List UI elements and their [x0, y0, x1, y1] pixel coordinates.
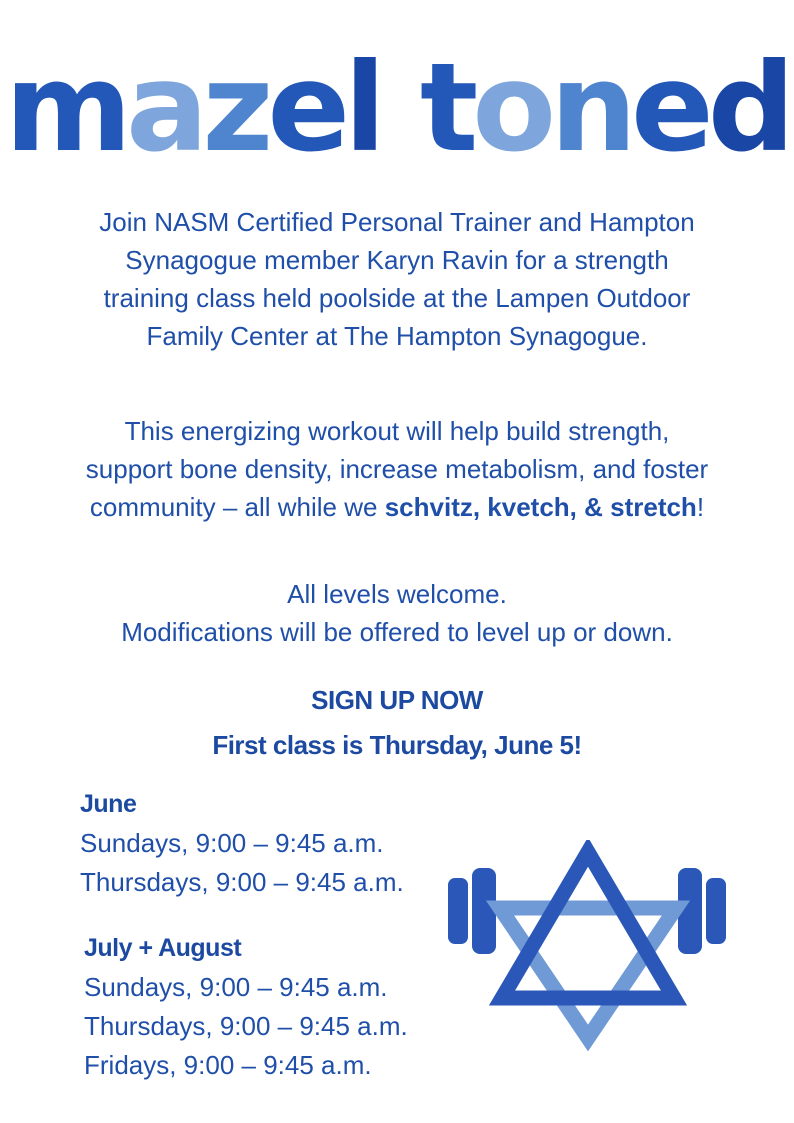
schedule-time: Fridays, 9:00 – 9:45 a.m.	[84, 1050, 372, 1080]
first-class-note: First class is Thursday, June 5!	[212, 730, 582, 760]
intro-line: Synagogue member Karyn Ravin for a strength	[125, 245, 669, 275]
june-schedule	[80, 785, 404, 902]
schedule-time: Thursdays, 9:00 – 9:45 a.m.	[80, 867, 404, 897]
title-letter: t	[419, 37, 473, 179]
downward-triangle	[500, 908, 676, 1038]
title-letter: m	[4, 37, 127, 179]
schedule-heading: June	[80, 790, 137, 818]
intro-line: Join NASM Certified Personal Trainer and Hampton	[99, 207, 695, 237]
title-letter: e	[267, 37, 345, 179]
benefits-line	[30, 488, 764, 526]
benefits-line: support bone density, increase metabolism, and foster	[85, 454, 709, 484]
benefits-punctuation: !	[696, 492, 705, 522]
schedule-heading: July + August	[84, 934, 242, 962]
levels-line: Modifications will be offered to level up or down.	[121, 617, 673, 647]
title-letter: o	[472, 37, 551, 179]
levels-line: All levels welcome.	[287, 579, 507, 609]
title-letter: a	[126, 37, 203, 179]
intro-line: Family Center at The Hampton Synagogue.	[146, 321, 648, 351]
benefits-emphasis: schvitz, kvetch, & stretch	[384, 492, 697, 522]
title-letter: d	[707, 37, 790, 179]
page-title	[0, 38, 794, 178]
left-plate-inner	[472, 868, 496, 954]
star-of-david-barbell-icon	[438, 840, 738, 1060]
title-letter: n	[550, 37, 631, 179]
title-space	[380, 38, 420, 178]
title-letter: l	[344, 37, 380, 179]
levels-paragraph	[30, 575, 764, 651]
schedule-time: Sundays, 9:00 – 9:45 a.m.	[80, 828, 384, 858]
left-plate-outer	[448, 878, 468, 944]
title-letter: z	[202, 37, 268, 179]
schedule-time: Sundays, 9:00 – 9:45 a.m.	[84, 972, 388, 1002]
benefits-text: community – all while we	[89, 492, 385, 522]
right-plate-outer	[706, 878, 726, 944]
schedule-time: Thursdays, 9:00 – 9:45 a.m.	[84, 1011, 408, 1041]
title-letter: e	[630, 37, 708, 179]
intro-paragraph	[30, 203, 764, 355]
upward-triangle	[502, 852, 674, 998]
benefits-paragraph	[30, 412, 764, 526]
signup-cta: SIGN UP NOW	[311, 685, 483, 715]
july-august-schedule	[84, 929, 408, 1085]
intro-line: training class held poolside at the Lampen Outdoor	[103, 283, 691, 313]
benefits-line: This energizing workout will help build strength,	[124, 416, 670, 446]
